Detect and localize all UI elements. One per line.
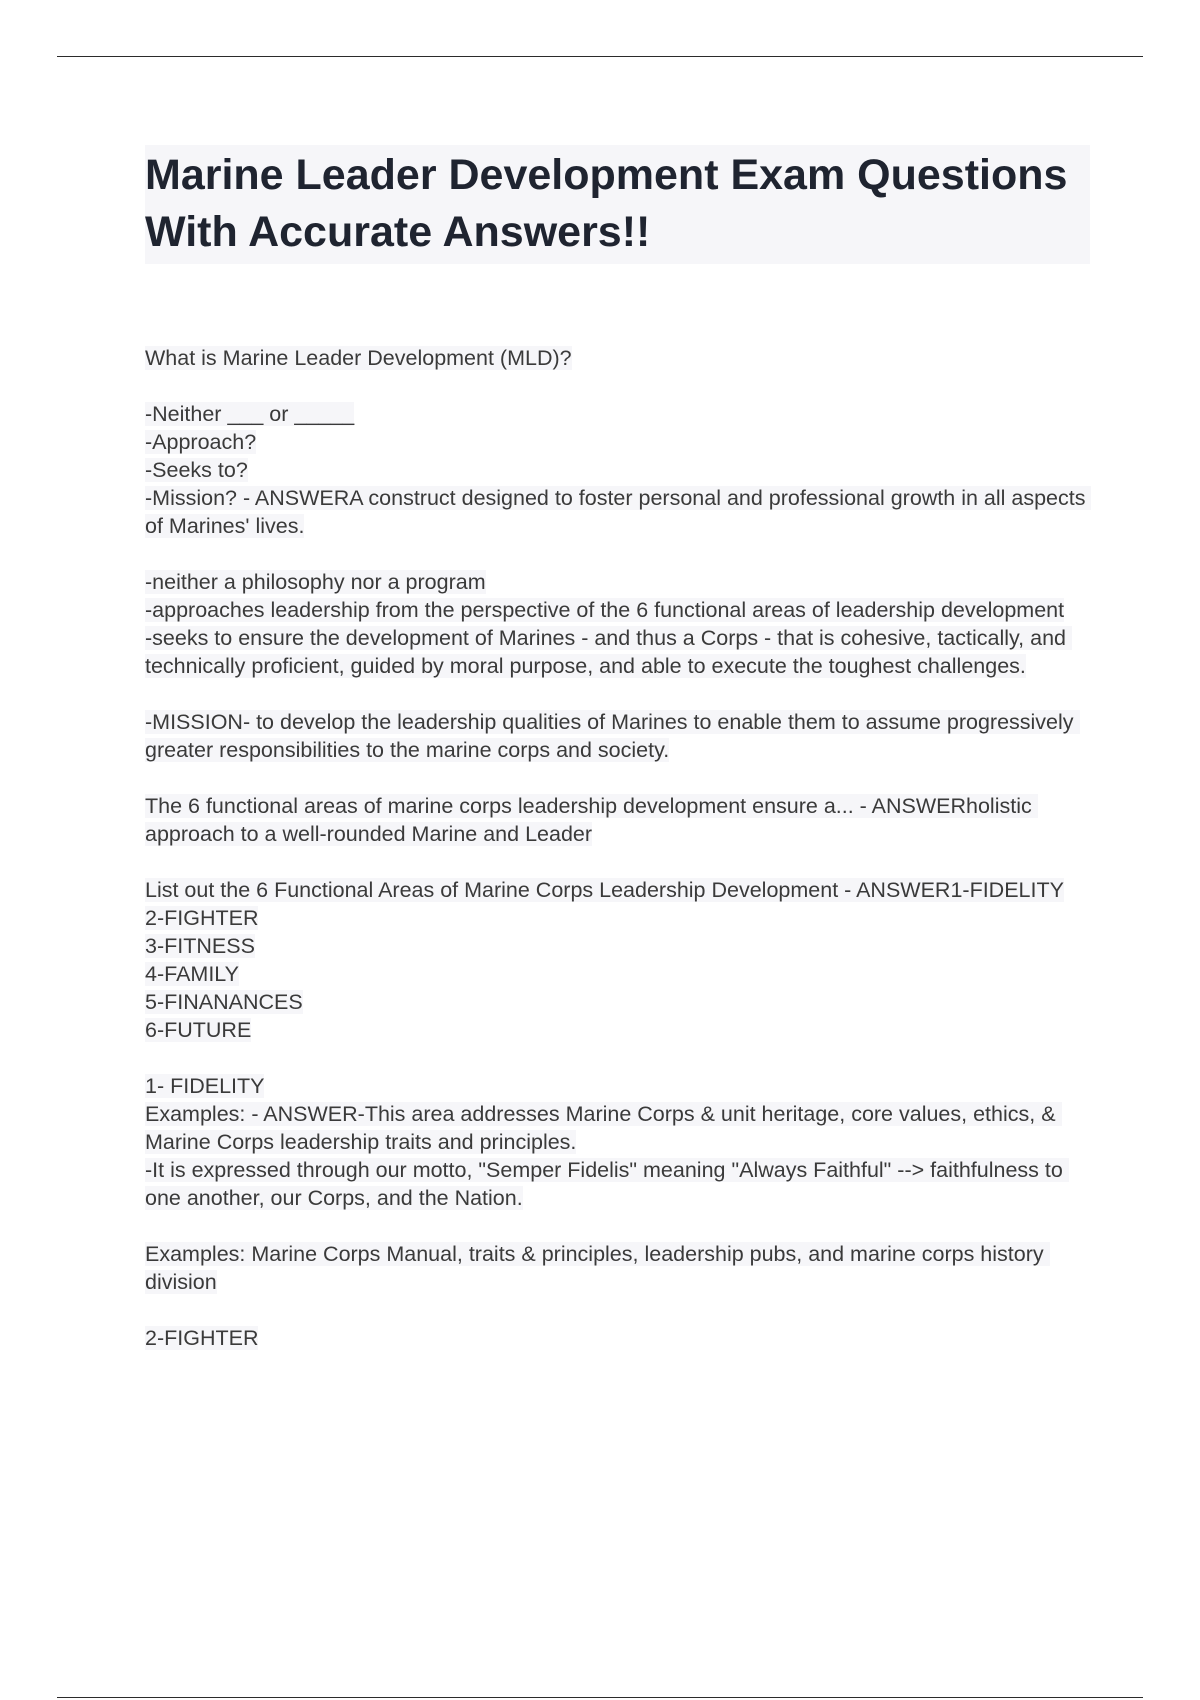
text-line: -Seeks to? [145, 458, 248, 482]
text-line: What is Marine Leader Development (MLD)? [145, 346, 572, 370]
text-line: -neither a philosophy nor a program [145, 570, 486, 594]
text-line: 6-FUTURE [145, 1018, 252, 1042]
text-line: -MISSION- to develop the leadership qualities of Marines to enable them to assume progressively greater responsibilities to the marine corps and society. [145, 710, 1080, 762]
document-page [145, 145, 1090, 1380]
text-line: Examples: - ANSWER-This area addresses Marine Corps & unit heritage, core values, ethics, & Marine Corps leadership traits and principles. [145, 1102, 1062, 1154]
qa-block [145, 568, 1090, 680]
qa-block [145, 1240, 1090, 1296]
text-line: 4-FAMILY [145, 962, 239, 986]
text-line: -Neither ___ or _____ [145, 402, 355, 426]
qa-block [145, 1072, 1090, 1212]
text-line: List out the 6 Functional Areas of Marine Corps Leadership Development - ANSWER1-FIDELITY [145, 878, 1064, 902]
qa-block [145, 1324, 1090, 1352]
document-title: Marine Leader Development Exam Questions With Accurate Answers!! [145, 145, 1090, 264]
qa-block [145, 344, 1090, 372]
bottom-rule [57, 1697, 1143, 1698]
text-line: 5-FINANANCES [145, 990, 303, 1014]
top-rule [57, 56, 1143, 57]
text-line: 1- FIDELITY [145, 1074, 265, 1098]
qa-block [145, 708, 1090, 764]
document-body [145, 344, 1090, 1352]
text-line: -Mission? - ANSWERA construct designed to foster personal and professional growth in all aspects of Marines' lives. [145, 486, 1092, 538]
qa-block [145, 400, 1090, 540]
text-line: Examples: Marine Corps Manual, traits & principles, leadership pubs, and marine corps history division [145, 1242, 1050, 1294]
text-line: -seeks to ensure the development of Marines - and thus a Corps - that is cohesive, tactically, and technically proficient, guided by moral purpose, and able to execute the toughest challenges. [145, 626, 1072, 678]
qa-block [145, 876, 1090, 1044]
text-line: -approaches leadership from the perspective of the 6 functional areas of leadership development [145, 598, 1065, 622]
text-line: 3-FITNESS [145, 934, 255, 958]
text-line: 2-FIGHTER [145, 1326, 259, 1350]
text-line: -It is expressed through our motto, "Semper Fidelis" meaning "Always Faithful" --> faithfulness to one another, our Corps, and the Nation. [145, 1158, 1069, 1210]
qa-block [145, 792, 1090, 848]
text-line: The 6 functional areas of marine corps leadership development ensure a... - ANSWERholistic approach to a well-rounded Marine and Leader [145, 794, 1038, 846]
text-line: 2-FIGHTER [145, 906, 259, 930]
text-line: -Approach? [145, 430, 257, 454]
